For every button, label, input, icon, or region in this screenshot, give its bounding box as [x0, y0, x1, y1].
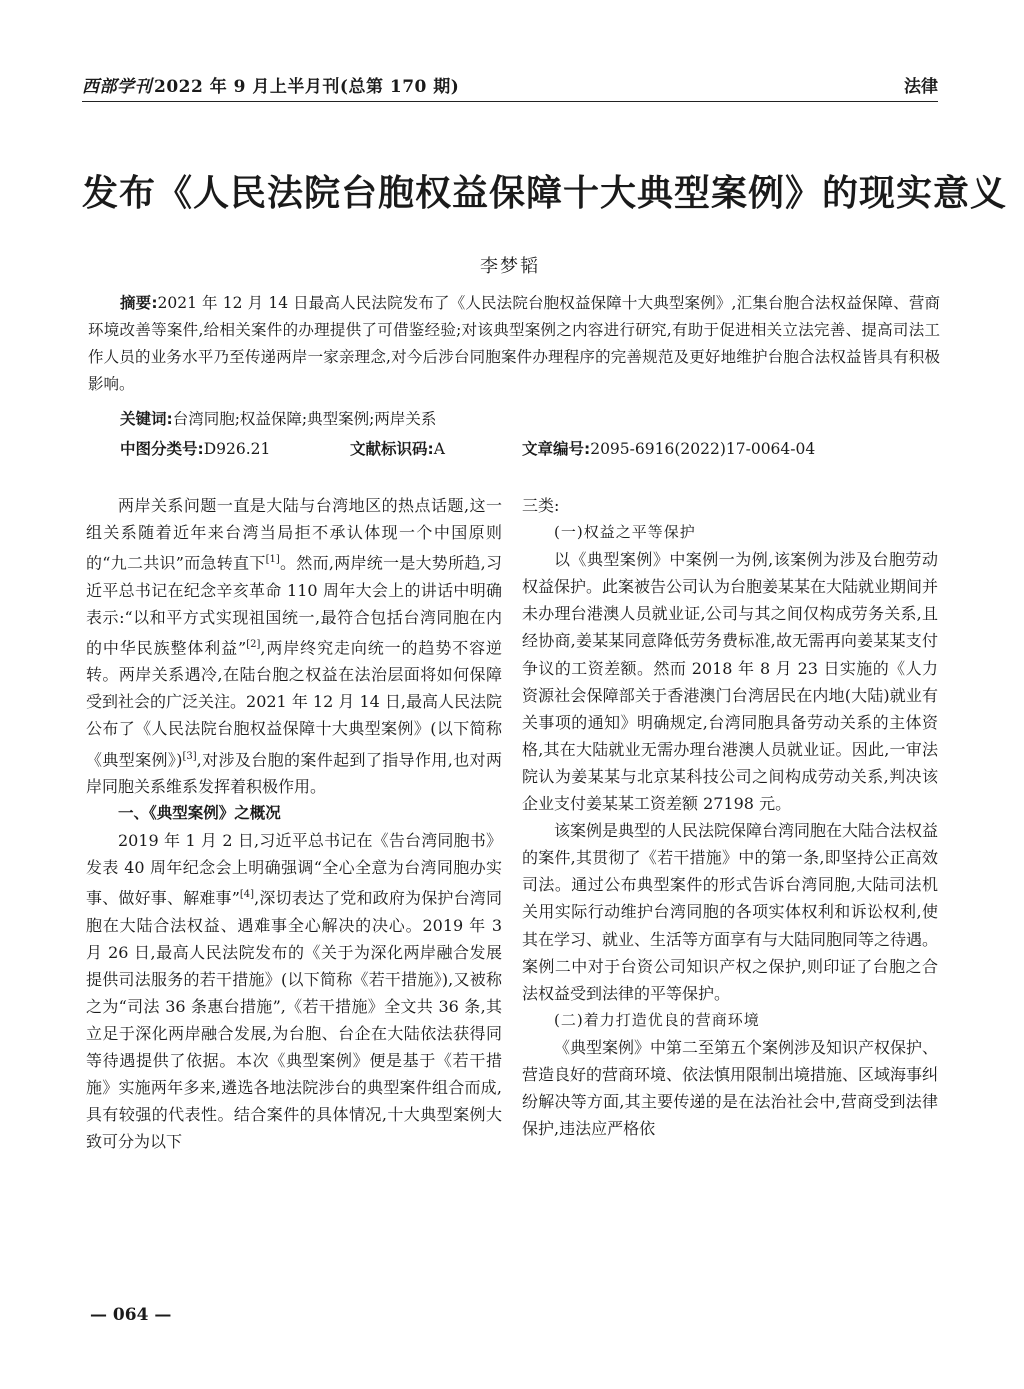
author-name: 李梦韬 [480, 256, 540, 277]
text-run: ,对涉及台胞的案件起到了指导作用,也对两岸同胞关系维系发挥着积极作用。 [86, 749, 502, 796]
journal-issue [82, 72, 459, 97]
journal-logo: 西部学刊 [82, 77, 152, 97]
text-run: 。然而,两岸统一是大势所趋,习近平总书记在纪念辛亥革命 110 周年大会上的讲话中明确表示:“以和平方式实现祖国统一,最符合包括台湾同胞在内的中华民族整体利益” [86, 553, 502, 658]
article-number [522, 436, 815, 462]
subsection-heading: (二)着力打造优良的营商环境 [554, 1010, 760, 1029]
article-title: 发布《人民法院台胞权益保障十大典型案例》的现实意义 [82, 172, 1008, 214]
body-column-left [86, 492, 502, 1156]
paragraph-continued: 三类: [522, 496, 560, 515]
paragraph: 该案例是典型的人民法院保障台湾同胞在大陆合法权益的案件,其贯彻了《若干措施》中的第一条,即坚持公正高效司法。通过公布典型案件的形式告诉台湾同胞,大陆司法机关用实际行动维护台湾同胞的各项实体权利和诉讼权利,使其在学习、就业、生活等方面享有与大陆同胞同等之待遇。案例二中对于台资公司知识产权之保护,则印证了台胞之合法权益受到法律的平等保护。 [522, 821, 939, 1003]
art-value: 2095-6916(2022)17-0064-04 [590, 440, 816, 458]
body-column-right [522, 492, 938, 1142]
subsection-heading: (一)权益之平等保护 [554, 523, 696, 542]
clc-value: D926.21 [203, 440, 271, 458]
keywords-label: 关键词: [120, 410, 173, 428]
abstract-label: 摘要: [120, 294, 158, 312]
page-number: — 064 — [90, 1305, 172, 1325]
issue-info: 2022 年 9 月上半月刊(总第 170 期) [154, 77, 460, 97]
art-label: 文章编号: [522, 440, 591, 458]
paragraph [86, 492, 502, 800]
citation-ref: [2] [246, 638, 261, 650]
citation-ref: [4] [239, 889, 255, 901]
abstract [88, 290, 940, 398]
text-run: ,两岸终究走向统一的趋势不容逆转。两岸关系遇冷,在陆台胞之权益在法治层面将如何保障受到社会的广泛关注。2021 年 12 月 14 日,最高人民法院公布了《人民法院台胞权益保障十大典型案例》(以下简称《典型案例》) [86, 638, 502, 769]
classification-line [120, 436, 940, 462]
doc-value: A [433, 440, 445, 458]
section-heading: 一、《典型案例》之概况 [118, 804, 281, 823]
header-divider [82, 101, 938, 102]
running-header [82, 64, 938, 98]
citation-ref: [1] [265, 554, 280, 566]
text-run: 2019 年 1 月 2 日,习近平总书记在《告台湾同胞书》发表 40 周年纪念会上明确强调“全心全意为台湾同胞办实事、做好事、解难事” [86, 831, 502, 908]
paragraph: 《典型案例》中第二至第五个案例涉及知识产权保护、营造良好的营商环境、依法慎用限制出境措施、区域海事纠纷解决等方面,其主要传递的是在法治社会中,营商受到法律保护,违法应严格依 [522, 1037, 939, 1139]
clc-code [120, 436, 270, 462]
keywords-text: 台湾同胞;权益保障;典型案例;两岸关系 [172, 410, 437, 428]
clc-label: 中图分类号: [120, 440, 204, 458]
text-run: ,深切表达了党和政府为保护台湾同胞在大陆合法权益、遇难事全心解决的决心。2019 年 3 月 26 日,最高人民法院发布的《关于为深化两岸融合发展提供司法服务的若干措施》(以下简称《若干措施》),又被称之为“司法 36 条惠台措施”,《若干措施》全文共 36 条,其立足于深化两岸融合发展,为台胞、台企在大陆依法获得同等待遇提供了依据。本次《典型案例》便是基于《若干措施》实施两年多来,遴选各地法院涉台的典型案件组合而成,具有较强的代表性。结合案件的具体情况,十大典型案例大致可分为以下 [86, 888, 502, 1152]
section-label: 法律 [904, 77, 938, 97]
keywords [120, 406, 436, 432]
text-run: 两岸关系问题一直是大陆与台湾地区的热点话题,这一组关系随着近年来台湾当局拒不承认体现一个中国原则的“九二共识”而急转直下 [86, 496, 502, 573]
citation-ref: [3] [182, 750, 197, 762]
abstract-text: 2021 年 12 月 14 日最高人民法院发布了《人民法院台胞权益保障十大典型案例》,汇集台胞合法权益保障、营商环境改善等案件,给相关案件的办理提供了可借鉴经验;对该典型案例之内容进行研究,有助于促进相关立法完善、提高司法工作人员的业务水平乃至传递两岸一家亲理念,对今后涉台同胞案件办理程序的完善规范及更好地维护台胞合法权益皆具有积极影响。 [88, 294, 940, 393]
paragraph [86, 827, 502, 1155]
doc-label: 文献标识码: [350, 440, 434, 458]
paragraph: 以《典型案例》中案例一为例,该案例为涉及台胞劳动权益保护。此案被告公司认为台胞姜某某在大陆就业期间并未办理台港澳人员就业证,公司与其之间仅构成劳务关系,且经协商,姜某某同意降低劳务费标准,故无需再向姜某某支付争议的工资差额。然而 2018 年 8 月 23 日实施的《人力资源社会保障部关于香港澳门台湾居民在内地(大陆)就业有关事项的通知》明确规定,台湾同胞具备劳动关系的主体资格,其在大陆就业无需办理台港澳人员就业证。因此,一审法院认为姜某某与北京某科技公司之间构成劳动关系,判决该企业支付姜某某工资差额 27198 元。 [522, 550, 939, 814]
doc-code [350, 436, 445, 462]
